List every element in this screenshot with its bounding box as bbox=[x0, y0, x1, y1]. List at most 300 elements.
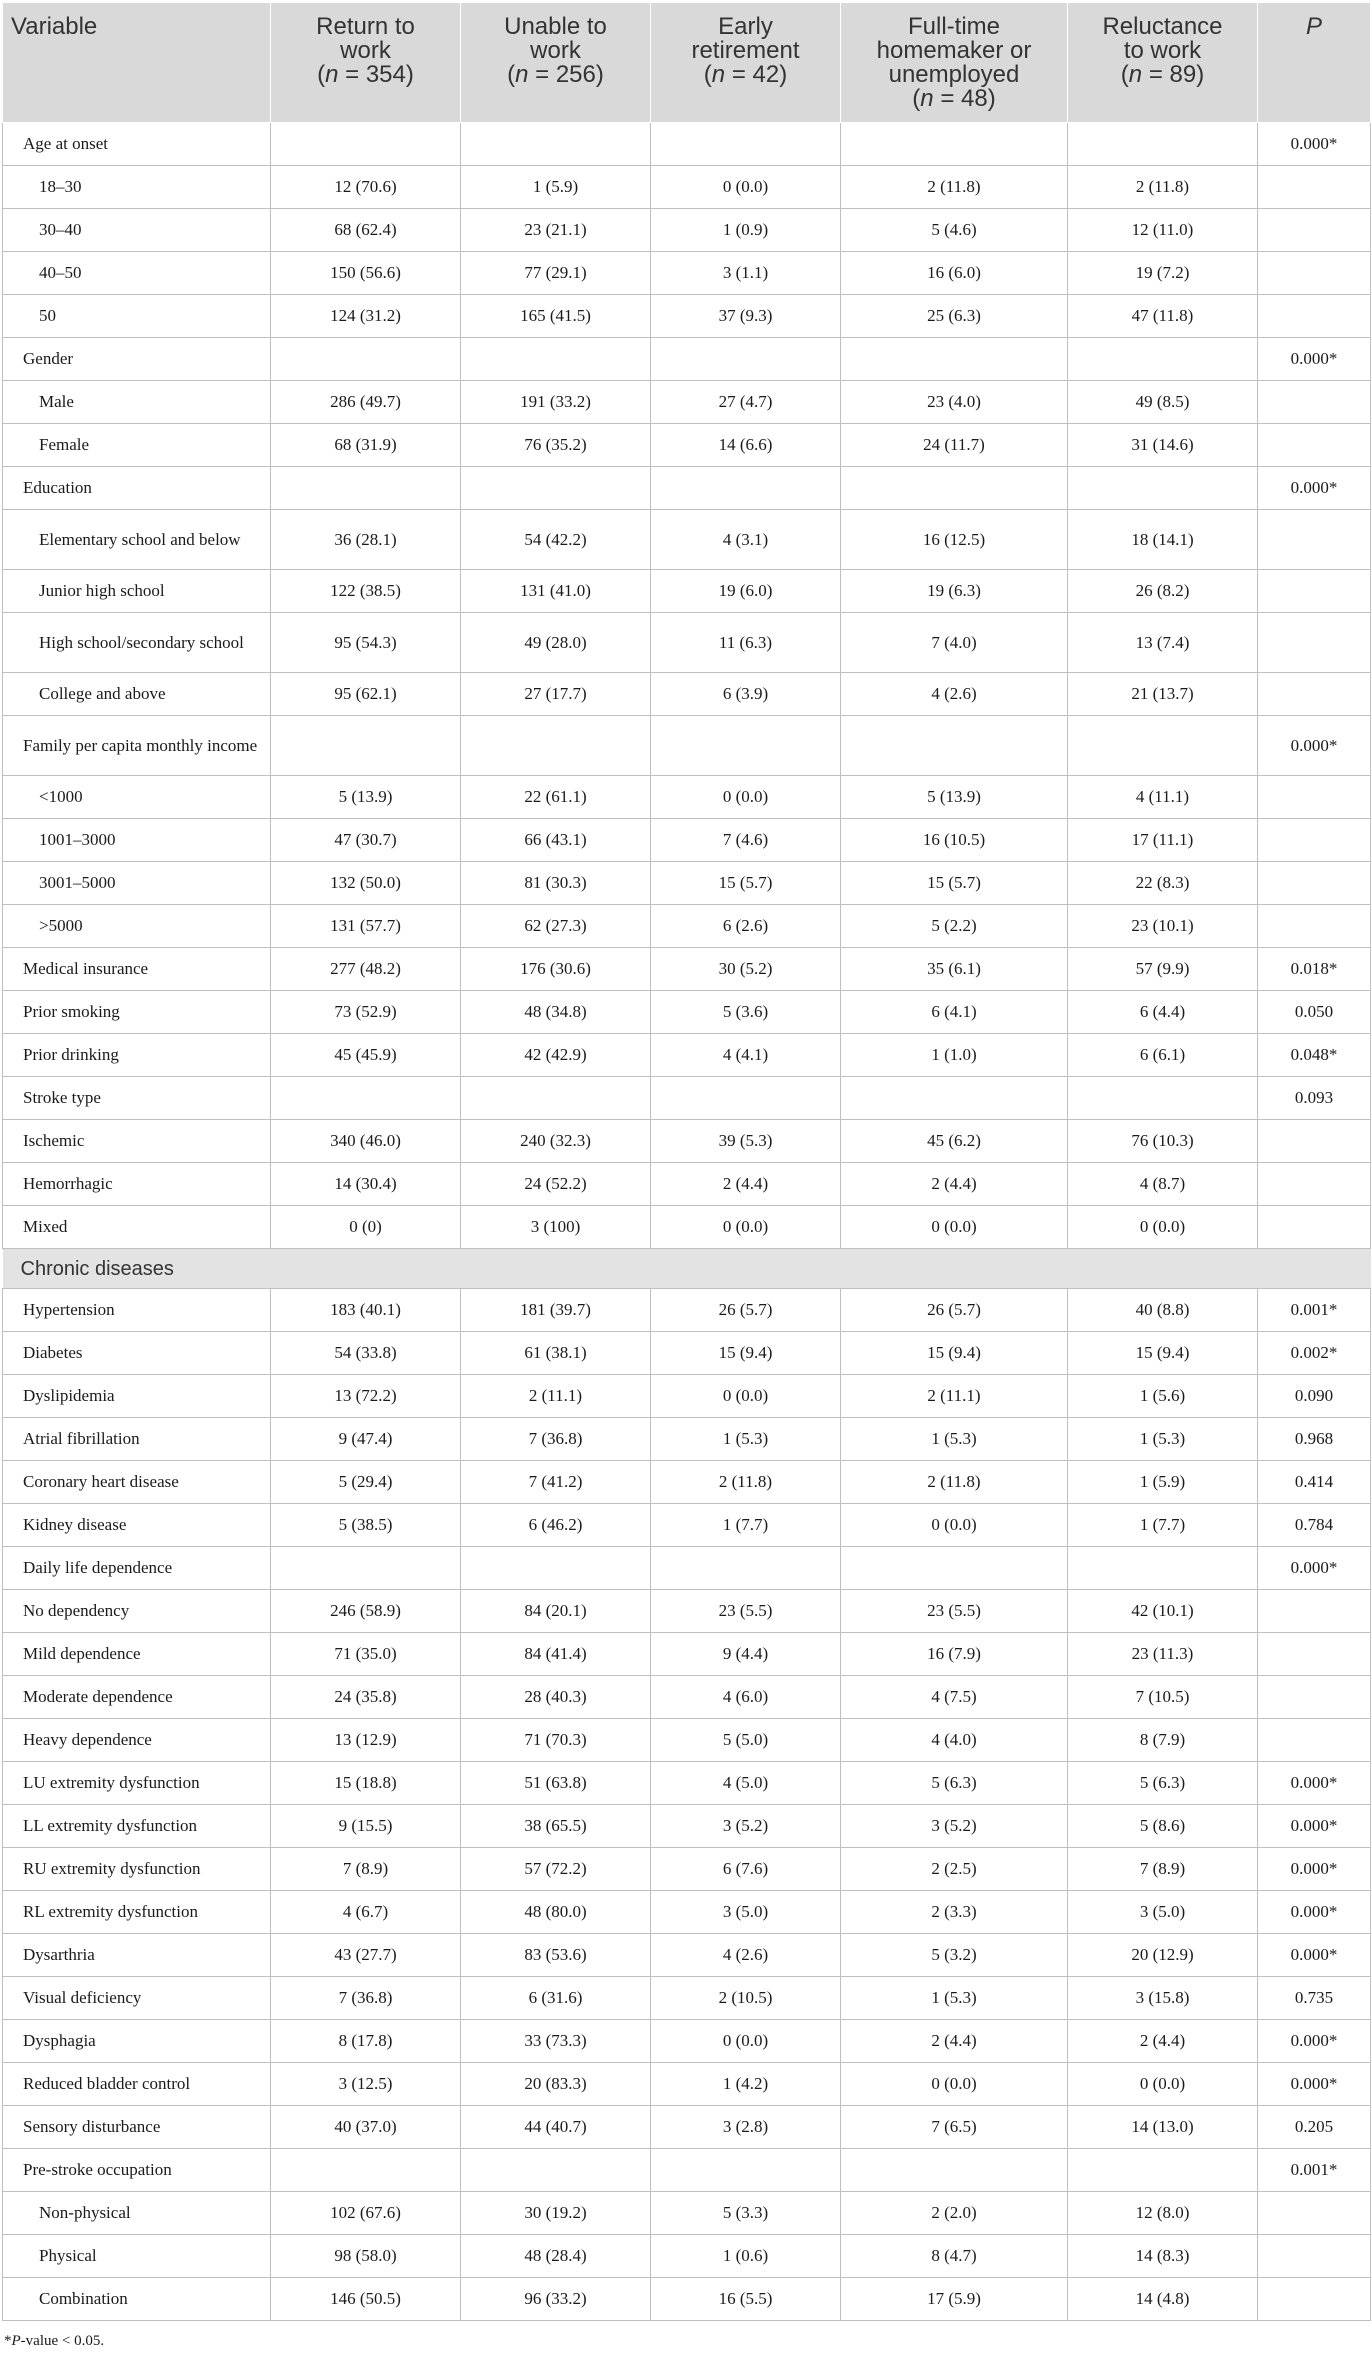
table-cell: 35 (6.1) bbox=[841, 948, 1068, 991]
row-label: RL extremity dysfunction bbox=[3, 1891, 271, 1934]
table-cell: 96 (33.2) bbox=[461, 2278, 651, 2321]
table-cell: 23 (11.3) bbox=[1068, 1633, 1258, 1676]
row-label: 1001–3000 bbox=[3, 819, 271, 862]
table-cell: 48 (34.8) bbox=[461, 991, 651, 1034]
table-cell: 6 (4.4) bbox=[1068, 991, 1258, 1034]
table-cell bbox=[651, 1077, 841, 1120]
p-value-cell bbox=[1258, 673, 1371, 716]
row-label: Coronary heart disease bbox=[3, 1461, 271, 1504]
row-label: Atrial fibrillation bbox=[3, 1418, 271, 1461]
table-cell: 2 (10.5) bbox=[651, 1977, 841, 2020]
table-cell bbox=[461, 2149, 651, 2192]
table-cell: 17 (5.9) bbox=[841, 2278, 1068, 2321]
table-cell: 14 (13.0) bbox=[1068, 2106, 1258, 2149]
p-value-cell bbox=[1258, 776, 1371, 819]
table-row bbox=[3, 295, 1371, 338]
table-cell: 15 (9.4) bbox=[841, 1332, 1068, 1375]
table-cell: 16 (5.5) bbox=[651, 2278, 841, 2321]
table-cell: 1 (7.7) bbox=[651, 1504, 841, 1547]
table-cell bbox=[651, 338, 841, 381]
p-value-cell: 0.090 bbox=[1258, 1375, 1371, 1418]
table-row bbox=[3, 510, 1371, 570]
table-cell: 16 (12.5) bbox=[841, 510, 1068, 570]
table-cell: 2 (4.4) bbox=[651, 1163, 841, 1206]
table-cell: 5 (3.6) bbox=[651, 991, 841, 1034]
p-value-cell: 0.001* bbox=[1258, 2149, 1371, 2192]
table-cell: 23 (21.1) bbox=[461, 209, 651, 252]
table-cell: 62 (27.3) bbox=[461, 905, 651, 948]
table-cell: 23 (5.5) bbox=[841, 1590, 1068, 1633]
table-cell: 22 (61.1) bbox=[461, 776, 651, 819]
table-cell: 3 (5.2) bbox=[841, 1805, 1068, 1848]
row-label: Combination bbox=[3, 2278, 271, 2321]
table-cell: 27 (4.7) bbox=[651, 381, 841, 424]
table-row bbox=[3, 1676, 1371, 1719]
table-cell bbox=[1068, 338, 1258, 381]
row-label: Age at onset bbox=[3, 123, 271, 166]
table-cell: 40 (37.0) bbox=[271, 2106, 461, 2149]
table-cell: 5 (13.9) bbox=[841, 776, 1068, 819]
table-cell: 1 (7.7) bbox=[1068, 1504, 1258, 1547]
p-value-cell bbox=[1258, 209, 1371, 252]
table-cell: 277 (48.2) bbox=[271, 948, 461, 991]
row-label: Mixed bbox=[3, 1206, 271, 1249]
table-row bbox=[3, 1332, 1371, 1375]
table-row bbox=[3, 1077, 1371, 1120]
table-cell bbox=[651, 716, 841, 776]
table-cell: 0 (0.0) bbox=[651, 776, 841, 819]
table-cell: 286 (49.7) bbox=[271, 381, 461, 424]
table-cell: 3 (15.8) bbox=[1068, 1977, 1258, 2020]
table-cell: 122 (38.5) bbox=[271, 570, 461, 613]
table-cell: 5 (2.2) bbox=[841, 905, 1068, 948]
table-row bbox=[3, 424, 1371, 467]
table-cell: 6 (31.6) bbox=[461, 1977, 651, 2020]
section-row bbox=[3, 1249, 1371, 1289]
table-cell: 7 (6.5) bbox=[841, 2106, 1068, 2149]
table-cell: 51 (63.8) bbox=[461, 1762, 651, 1805]
table-cell: 42 (10.1) bbox=[1068, 1590, 1258, 1633]
table-cell: 30 (19.2) bbox=[461, 2192, 651, 2235]
table-cell: 0 (0.0) bbox=[651, 2020, 841, 2063]
table-row bbox=[3, 570, 1371, 613]
row-label: Gender bbox=[3, 338, 271, 381]
p-value-cell bbox=[1258, 1206, 1371, 1249]
table-cell: 240 (32.3) bbox=[461, 1120, 651, 1163]
table-row bbox=[3, 2106, 1371, 2149]
table-cell: 176 (30.6) bbox=[461, 948, 651, 991]
table-cell: 1 (0.6) bbox=[651, 2235, 841, 2278]
row-label: Prior smoking bbox=[3, 991, 271, 1034]
row-label: 18–30 bbox=[3, 166, 271, 209]
table-cell bbox=[841, 1077, 1068, 1120]
table-cell: 73 (52.9) bbox=[271, 991, 461, 1034]
table-cell: 43 (27.7) bbox=[271, 1934, 461, 1977]
p-value-cell bbox=[1258, 1719, 1371, 1762]
table-cell: 28 (40.3) bbox=[461, 1676, 651, 1719]
table-cell: 27 (17.7) bbox=[461, 673, 651, 716]
table-cell: 13 (12.9) bbox=[271, 1719, 461, 1762]
table-row bbox=[3, 2235, 1371, 2278]
table-row bbox=[3, 1289, 1371, 1332]
table-cell: 3 (5.2) bbox=[651, 1805, 841, 1848]
p-value-cell bbox=[1258, 424, 1371, 467]
table-cell bbox=[841, 1547, 1068, 1590]
table-cell: 15 (9.4) bbox=[1068, 1332, 1258, 1375]
table-cell: 5 (3.3) bbox=[651, 2192, 841, 2235]
table-cell: 1 (5.9) bbox=[461, 166, 651, 209]
table-cell: 6 (7.6) bbox=[651, 1848, 841, 1891]
table-cell bbox=[461, 1077, 651, 1120]
row-label: Female bbox=[3, 424, 271, 467]
table-cell: 5 (38.5) bbox=[271, 1504, 461, 1547]
table-row bbox=[3, 2278, 1371, 2321]
row-label: Dysphagia bbox=[3, 2020, 271, 2063]
table-cell: 5 (6.3) bbox=[841, 1762, 1068, 1805]
table-cell: 0 (0.0) bbox=[1068, 2063, 1258, 2106]
table-cell: 4 (2.6) bbox=[841, 673, 1068, 716]
p-value-cell bbox=[1258, 570, 1371, 613]
table-row bbox=[3, 948, 1371, 991]
table-cell: 2 (11.1) bbox=[841, 1375, 1068, 1418]
table-row bbox=[3, 1504, 1371, 1547]
table-cell: 95 (62.1) bbox=[271, 673, 461, 716]
row-label: Elementary school and below bbox=[3, 510, 271, 570]
p-value-cell: 0.050 bbox=[1258, 991, 1371, 1034]
table-row bbox=[3, 1848, 1371, 1891]
table-cell: 1 (5.6) bbox=[1068, 1375, 1258, 1418]
table-cell: 54 (42.2) bbox=[461, 510, 651, 570]
row-label: Physical bbox=[3, 2235, 271, 2278]
table-cell: 1 (1.0) bbox=[841, 1034, 1068, 1077]
section-label: Chronic diseases bbox=[3, 1249, 1371, 1289]
table-cell: 66 (43.1) bbox=[461, 819, 651, 862]
table-cell: 24 (35.8) bbox=[271, 1676, 461, 1719]
table-cell bbox=[271, 1547, 461, 1590]
p-value-cell: 0.000* bbox=[1258, 1848, 1371, 1891]
table-cell: 37 (9.3) bbox=[651, 295, 841, 338]
table-cell: 4 (5.0) bbox=[651, 1762, 841, 1805]
table-cell: 19 (7.2) bbox=[1068, 252, 1258, 295]
table-cell: 131 (41.0) bbox=[461, 570, 651, 613]
table-cell: 15 (5.7) bbox=[841, 862, 1068, 905]
table-row bbox=[3, 1206, 1371, 1249]
table-cell: 102 (67.6) bbox=[271, 2192, 461, 2235]
table-cell: 19 (6.0) bbox=[651, 570, 841, 613]
table-row bbox=[3, 1120, 1371, 1163]
table-row bbox=[3, 776, 1371, 819]
header-row bbox=[3, 3, 1371, 123]
p-value-cell: 0.018* bbox=[1258, 948, 1371, 991]
table-cell: 2 (4.4) bbox=[1068, 2020, 1258, 2063]
table-row bbox=[3, 862, 1371, 905]
table-row bbox=[3, 2020, 1371, 2063]
table-cell: 24 (52.2) bbox=[461, 1163, 651, 1206]
table-cell: 23 (4.0) bbox=[841, 381, 1068, 424]
table-row bbox=[3, 819, 1371, 862]
table-cell: 4 (7.5) bbox=[841, 1676, 1068, 1719]
p-value-cell bbox=[1258, 2192, 1371, 2235]
table-cell: 48 (80.0) bbox=[461, 1891, 651, 1934]
table-cell: 4 (4.1) bbox=[651, 1034, 841, 1077]
row-label: Hypertension bbox=[3, 1289, 271, 1332]
table-row bbox=[3, 2149, 1371, 2192]
p-value-cell bbox=[1258, 1633, 1371, 1676]
header-early-retirement: Early retirement (n = 42) bbox=[651, 3, 841, 123]
table-cell: 39 (5.3) bbox=[651, 1120, 841, 1163]
table-cell: 68 (31.9) bbox=[271, 424, 461, 467]
table-cell: 0 (0.0) bbox=[651, 1206, 841, 1249]
table-row bbox=[3, 991, 1371, 1034]
row-label: Hemorrhagic bbox=[3, 1163, 271, 1206]
table-cell: 150 (56.6) bbox=[271, 252, 461, 295]
row-label: 30–40 bbox=[3, 209, 271, 252]
table-cell: 23 (5.5) bbox=[651, 1590, 841, 1633]
table-cell: 76 (35.2) bbox=[461, 424, 651, 467]
table-row bbox=[3, 1034, 1371, 1077]
table-cell: 3 (1.1) bbox=[651, 252, 841, 295]
table-cell: 0 (0.0) bbox=[841, 1206, 1068, 1249]
table-cell: 33 (73.3) bbox=[461, 2020, 651, 2063]
header-p-value: P bbox=[1258, 3, 1371, 123]
table-row bbox=[3, 381, 1371, 424]
table-cell: 16 (7.9) bbox=[841, 1633, 1068, 1676]
table-cell: 1 (5.3) bbox=[651, 1418, 841, 1461]
table-cell: 3 (5.0) bbox=[1068, 1891, 1258, 1934]
table-cell: 42 (42.9) bbox=[461, 1034, 651, 1077]
row-label: Sensory disturbance bbox=[3, 2106, 271, 2149]
table-cell bbox=[1068, 123, 1258, 166]
row-label: Non-physical bbox=[3, 2192, 271, 2235]
table-cell: 23 (10.1) bbox=[1068, 905, 1258, 948]
table-cell: 0 (0.0) bbox=[651, 1375, 841, 1418]
table-cell bbox=[841, 338, 1068, 381]
table-cell bbox=[271, 338, 461, 381]
table-cell bbox=[461, 338, 651, 381]
p-value-cell bbox=[1258, 295, 1371, 338]
table-cell: 49 (8.5) bbox=[1068, 381, 1258, 424]
table-cell bbox=[461, 467, 651, 510]
row-label: 3001–5000 bbox=[3, 862, 271, 905]
table-cell: 20 (12.9) bbox=[1068, 1934, 1258, 1977]
table-cell: 15 (18.8) bbox=[271, 1762, 461, 1805]
row-label: Daily life dependence bbox=[3, 1547, 271, 1590]
table-cell: 2 (4.4) bbox=[841, 1163, 1068, 1206]
table-cell: 183 (40.1) bbox=[271, 1289, 461, 1332]
table-row bbox=[3, 1762, 1371, 1805]
table-cell: 48 (28.4) bbox=[461, 2235, 651, 2278]
footnote-mark: * bbox=[4, 2333, 12, 2349]
table-cell: 4 (6.7) bbox=[271, 1891, 461, 1934]
p-value-cell bbox=[1258, 1163, 1371, 1206]
table-cell bbox=[271, 467, 461, 510]
table-row bbox=[3, 123, 1371, 166]
table-row bbox=[3, 467, 1371, 510]
p-value-cell bbox=[1258, 166, 1371, 209]
table-cell: 181 (39.7) bbox=[461, 1289, 651, 1332]
table-row bbox=[3, 673, 1371, 716]
table-cell: 54 (33.8) bbox=[271, 1332, 461, 1375]
table-cell: 246 (58.9) bbox=[271, 1590, 461, 1633]
table-cell: 6 (4.1) bbox=[841, 991, 1068, 1034]
table-cell: 5 (8.6) bbox=[1068, 1805, 1258, 1848]
row-label: No dependency bbox=[3, 1590, 271, 1633]
table-cell: 14 (30.4) bbox=[271, 1163, 461, 1206]
p-value-cell bbox=[1258, 862, 1371, 905]
table-cell bbox=[271, 716, 461, 776]
table-cell: 9 (4.4) bbox=[651, 1633, 841, 1676]
table-cell: 165 (41.5) bbox=[461, 295, 651, 338]
table-cell: 44 (40.7) bbox=[461, 2106, 651, 2149]
table-cell: 57 (72.2) bbox=[461, 1848, 651, 1891]
row-label: High school/secondary school bbox=[3, 613, 271, 673]
table-cell: 19 (6.3) bbox=[841, 570, 1068, 613]
row-label: LL extremity dysfunction bbox=[3, 1805, 271, 1848]
table-cell: 3 (12.5) bbox=[271, 2063, 461, 2106]
table-cell bbox=[1068, 1547, 1258, 1590]
table-cell: 36 (28.1) bbox=[271, 510, 461, 570]
table-cell bbox=[461, 1547, 651, 1590]
table-cell: 6 (3.9) bbox=[651, 673, 841, 716]
table-cell: 0 (0) bbox=[271, 1206, 461, 1249]
row-label: RU extremity dysfunction bbox=[3, 1848, 271, 1891]
table-cell: 26 (8.2) bbox=[1068, 570, 1258, 613]
table-cell: 12 (8.0) bbox=[1068, 2192, 1258, 2235]
header-return-to-work: Return to work (n = 354) bbox=[271, 3, 461, 123]
table-cell: 9 (15.5) bbox=[271, 1805, 461, 1848]
table-row bbox=[3, 2063, 1371, 2106]
table-row bbox=[3, 716, 1371, 776]
table-cell: 2 (11.8) bbox=[841, 1461, 1068, 1504]
table-cell: 2 (3.3) bbox=[841, 1891, 1068, 1934]
table-cell bbox=[461, 123, 651, 166]
table-row bbox=[3, 2192, 1371, 2235]
row-label: >5000 bbox=[3, 905, 271, 948]
table-cell: 146 (50.5) bbox=[271, 2278, 461, 2321]
table-cell bbox=[651, 2149, 841, 2192]
table-cell: 22 (8.3) bbox=[1068, 862, 1258, 905]
table-cell bbox=[651, 1547, 841, 1590]
p-value-cell: 0.001* bbox=[1258, 1289, 1371, 1332]
table-cell: 7 (41.2) bbox=[461, 1461, 651, 1504]
p-value-cell: 0.093 bbox=[1258, 1077, 1371, 1120]
table-cell: 57 (9.9) bbox=[1068, 948, 1258, 991]
table-row bbox=[3, 252, 1371, 295]
table-cell: 71 (70.3) bbox=[461, 1719, 651, 1762]
row-label: Heavy dependence bbox=[3, 1719, 271, 1762]
p-value-cell bbox=[1258, 2235, 1371, 2278]
p-value-cell: 0.784 bbox=[1258, 1504, 1371, 1547]
table-cell: 7 (8.9) bbox=[1068, 1848, 1258, 1891]
table-row bbox=[3, 209, 1371, 252]
table-cell: 132 (50.0) bbox=[271, 862, 461, 905]
table-cell: 26 (5.7) bbox=[841, 1289, 1068, 1332]
table-cell: 13 (72.2) bbox=[271, 1375, 461, 1418]
table-row bbox=[3, 1590, 1371, 1633]
table-cell: 3 (5.0) bbox=[651, 1891, 841, 1934]
table-cell: 7 (8.9) bbox=[271, 1848, 461, 1891]
p-value-cell: 0.000* bbox=[1258, 467, 1371, 510]
table-row bbox=[3, 1719, 1371, 1762]
table-cell: 340 (46.0) bbox=[271, 1120, 461, 1163]
table-cell bbox=[651, 467, 841, 510]
table-cell: 7 (36.8) bbox=[461, 1418, 651, 1461]
row-label: Prior drinking bbox=[3, 1034, 271, 1077]
p-value-cell: 0.968 bbox=[1258, 1418, 1371, 1461]
table-cell: 84 (41.4) bbox=[461, 1633, 651, 1676]
table-cell: 15 (9.4) bbox=[651, 1332, 841, 1375]
table-cell: 45 (45.9) bbox=[271, 1034, 461, 1077]
table-row bbox=[3, 905, 1371, 948]
p-value-cell: 0.000* bbox=[1258, 1805, 1371, 1848]
table-cell: 95 (54.3) bbox=[271, 613, 461, 673]
table-cell: 47 (11.8) bbox=[1068, 295, 1258, 338]
p-value-cell bbox=[1258, 510, 1371, 570]
table-cell: 14 (6.6) bbox=[651, 424, 841, 467]
table-cell: 17 (11.1) bbox=[1068, 819, 1258, 862]
table-cell: 8 (17.8) bbox=[271, 2020, 461, 2063]
table-cell: 40 (8.8) bbox=[1068, 1289, 1258, 1332]
table-cell bbox=[1068, 1077, 1258, 1120]
table-cell: 0 (0.0) bbox=[651, 166, 841, 209]
table-cell: 14 (4.8) bbox=[1068, 2278, 1258, 2321]
row-label: Kidney disease bbox=[3, 1504, 271, 1547]
row-label: Family per capita monthly income bbox=[3, 716, 271, 776]
p-value-cell: 0.000* bbox=[1258, 716, 1371, 776]
table-cell: 4 (6.0) bbox=[651, 1676, 841, 1719]
row-label: College and above bbox=[3, 673, 271, 716]
p-value-cell bbox=[1258, 381, 1371, 424]
table-row bbox=[3, 1461, 1371, 1504]
table-container bbox=[2, 2, 1370, 2350]
table-row bbox=[3, 1163, 1371, 1206]
row-label: Moderate dependence bbox=[3, 1676, 271, 1719]
p-value-cell: 0.000* bbox=[1258, 338, 1371, 381]
table-row bbox=[3, 1547, 1371, 1590]
table-cell bbox=[841, 123, 1068, 166]
p-value-cell: 0.205 bbox=[1258, 2106, 1371, 2149]
table-cell bbox=[461, 716, 651, 776]
p-value-cell bbox=[1258, 819, 1371, 862]
row-label: Dyslipidemia bbox=[3, 1375, 271, 1418]
table-row bbox=[3, 613, 1371, 673]
table-cell: 2 (11.1) bbox=[461, 1375, 651, 1418]
p-value-cell bbox=[1258, 252, 1371, 295]
row-label: Male bbox=[3, 381, 271, 424]
table-cell bbox=[271, 123, 461, 166]
footnote-text: -value < 0.05. bbox=[20, 2333, 105, 2349]
table-cell: 49 (28.0) bbox=[461, 613, 651, 673]
table-cell: 1 (0.9) bbox=[651, 209, 841, 252]
table-cell bbox=[1068, 2149, 1258, 2192]
table-cell: 12 (11.0) bbox=[1068, 209, 1258, 252]
table-row bbox=[3, 1375, 1371, 1418]
table-cell: 7 (10.5) bbox=[1068, 1676, 1258, 1719]
table-cell: 2 (11.8) bbox=[651, 1461, 841, 1504]
table-cell: 3 (2.8) bbox=[651, 2106, 841, 2149]
p-value-cell bbox=[1258, 1676, 1371, 1719]
table-cell: 68 (62.4) bbox=[271, 209, 461, 252]
data-table bbox=[2, 2, 1371, 2321]
table-cell: 5 (4.6) bbox=[841, 209, 1068, 252]
table-cell bbox=[841, 716, 1068, 776]
table-row bbox=[3, 1633, 1371, 1676]
table-cell: 30 (5.2) bbox=[651, 948, 841, 991]
table-row bbox=[3, 1418, 1371, 1461]
header-variable: Variable bbox=[3, 3, 271, 123]
table-cell: 191 (33.2) bbox=[461, 381, 651, 424]
table-cell: 0 (0.0) bbox=[841, 2063, 1068, 2106]
